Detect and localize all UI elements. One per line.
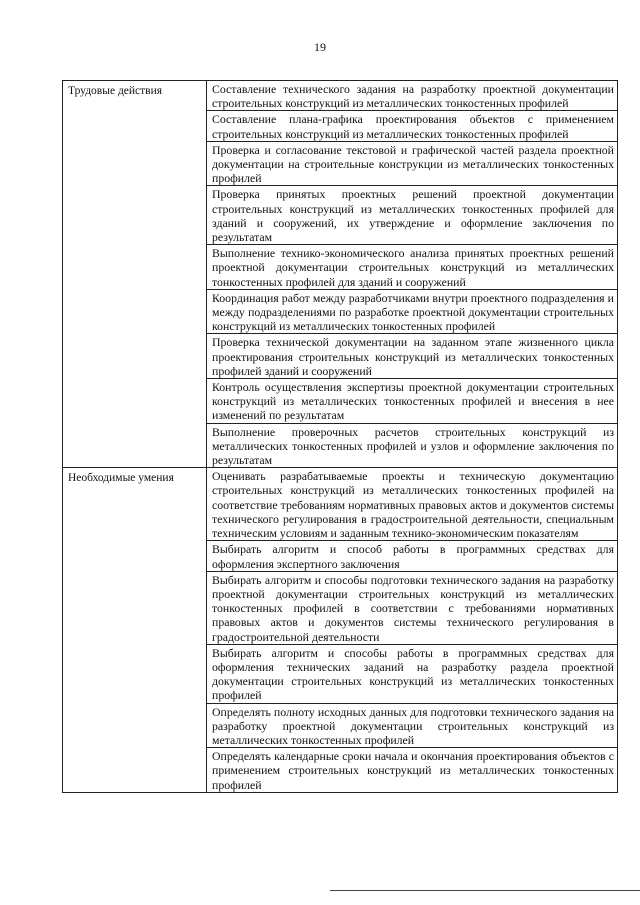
list-item: Проверка технической документации на заданном этапе жизненного цикла проектирования строительных конструкций из металлических тонкостенных профилей зданий и сооружений (207, 333, 617, 378)
list-item: Координация работ между разработчиками внутри проектного подразделения и между подразделениями по разработке проектной документации строительных конструкций из металлических тонкостенных профилей (207, 289, 617, 334)
list-item: Определять календарные сроки начала и окончания проектирования объектов с применением строительных конструкций из металлических тонкостенных профилей (207, 747, 617, 792)
section-row-labor-actions (63, 81, 618, 468)
page-number: 19 (314, 40, 326, 54)
list-item: Проверка принятых проектных решений проектной документации строительных конструкций из металлических тонкостенных профилей для зданий и сооружений, их утверждение и оформление заключения по результатам (207, 185, 617, 244)
bottom-rule (330, 890, 640, 891)
list-item: Контроль осуществления экспертизы проектной документации строительных конструкций из металлических тонкостенных профилей и внесения в нее изменений по результатам (207, 378, 617, 423)
list-item: Выбирать алгоритм и способы подготовки технического задания на разработку проектной документации строительных конструкций из металлических тонкостенных профилей в соответствии с требованиями нормативных правовых актов и документов системы технического регулирования в градостроительной деятельности (207, 571, 617, 644)
section-label: Необходимые умения (63, 468, 207, 792)
list-item: Выбирать алгоритм и способ работы в программных средствах для оформления экспертного заключения (207, 540, 617, 570)
list-item: Проверка и согласование текстовой и графической частей раздела проектной документации на строительные конструкции из металлических тонкостенных профилей (207, 141, 617, 186)
section-items (207, 468, 618, 792)
list-item: Оценивать разрабатываемые проекты и техническую документацию строительных конструкций из металлических тонкостенных профилей на соответствие требованиям нормативных правовых актов и документов системы технического регулирования в градостроительной деятельности, специальным техническим условиям и заданным технико-экономическим показателям (212, 469, 614, 541)
list-item: Составление плана-графика проектирования объектов с применением строительных конструкций из металлических тонкостенных профилей (207, 110, 617, 140)
section-row-required-skills (63, 468, 618, 792)
list-item: Определять полноту исходных данных для подготовки технического задания на разработку проектной документации строительных конструкций из металлических тонкостенных профилей (207, 703, 617, 748)
list-item: Составление технического задания на разработку проектной документации строительных конструкций из металлических тонкостенных профилей (212, 82, 614, 111)
list-item: Выбирать алгоритм и способы работы в программных средствах для оформления технических заданий на разработку раздела проектной документации строительных конструкций из металлических тонкостенных профилей (207, 644, 617, 703)
list-item: Выполнение проверочных расчетов строительных конструкций из металлических тонкостенных профилей и узлов и оформление заключения по результатам (207, 423, 617, 468)
section-label: Трудовые действия (63, 81, 207, 468)
list-item: Выполнение технико-экономического анализа принятых проектных решений проектной документации строительных конструкций из металлических тонкостенных профилей для зданий и сооружений (207, 244, 617, 289)
section-items (207, 81, 618, 468)
labor-functions-table (62, 80, 618, 793)
